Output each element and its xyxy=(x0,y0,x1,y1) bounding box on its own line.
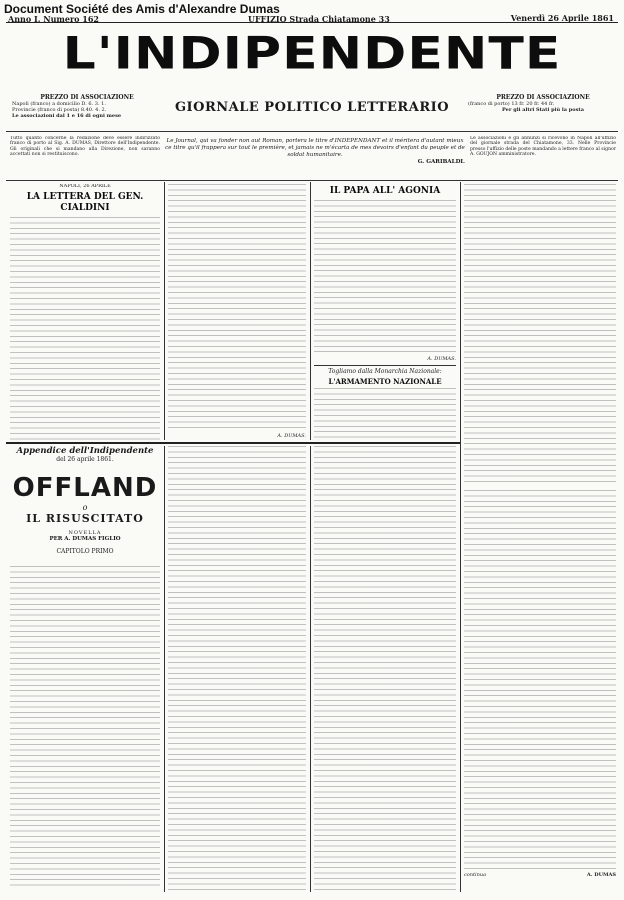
subscription-right xyxy=(468,95,618,113)
appendix-chapter: CAPITOLO PRIMO xyxy=(56,548,114,555)
appendix-date: del 26 aprile 1861. xyxy=(56,456,114,463)
col-divider-4 xyxy=(460,182,461,892)
column-4 xyxy=(464,184,616,484)
appendix-column-2-body xyxy=(168,446,306,890)
subscription-left-title: PREZZO DI ASSOCIAZIONE xyxy=(40,94,134,101)
appendix-column-4 xyxy=(464,490,616,890)
masthead: L'INDIPENDENTE xyxy=(62,28,562,80)
column-1 xyxy=(10,184,160,440)
issue-date: Venerdì 26 Aprile 1861 xyxy=(510,13,614,23)
subscription-left-line2: Provincie (franco di posta) 8.40. 4. 2. xyxy=(12,107,107,113)
subtitle: GIORNALE POLITICO LETTERARIO xyxy=(174,100,450,115)
dateline: NAPOLI, 26 APRILE xyxy=(59,184,111,189)
notice-center xyxy=(165,138,465,166)
appendix-title: OFFLAND xyxy=(12,473,158,503)
subscription-right-line2: Per gli altri Stati più la posta xyxy=(502,107,584,113)
appendix-rule xyxy=(6,442,460,444)
lettera-body xyxy=(10,217,160,440)
issue-number: Anno I. Numero 162 xyxy=(8,14,99,24)
papa-title: IL PAPA ALL' AGONIA xyxy=(329,186,441,196)
lettera-title: LA LETTERA DEL GEN. CIALDINI xyxy=(26,192,144,214)
notice-left: Tutto quanto concerne la redazione deve essere indirizzato franco di porto al Sig. A. DUMAS, Direttore dell'Indipendente. Gli originali che si mandano alla Direzione, non saranno accettati non si restituiscono. xyxy=(10,136,160,158)
subscription-right-title: PREZZO DI ASSOCIAZIONE xyxy=(496,94,590,101)
signature-2: A. DUMAS. xyxy=(427,356,456,362)
appendix-block xyxy=(10,446,160,555)
notice-center-text: Le Journal, qui va fonder non aut Roman, portera le titre d'INDEPENDANT et il méritera d'autant mieux ce titre qu'il frappera sur tout le première, et jamais ne m'écarta de mes devoirs d'enfant du peuple et de soldat humanitaire. xyxy=(165,138,465,158)
appendix-divider-1 xyxy=(164,446,165,892)
appendix-connector: o xyxy=(82,503,88,512)
column-3 xyxy=(314,184,456,440)
papa-body xyxy=(314,200,456,355)
column-2 xyxy=(168,184,306,440)
col-divider-1 xyxy=(164,182,165,440)
watermark: Document Société des Amis d'Alexandre Dumas xyxy=(4,2,280,16)
subscription-left-line3: Le associazioni dal 1 e 16 di ogni mese xyxy=(12,113,122,119)
appendix-column-4-body xyxy=(464,490,616,870)
header-rule xyxy=(6,131,618,132)
appendix-author: PER A. DUMAS FIGLIO xyxy=(49,536,121,542)
subscription-left-line1: Napoli (franco) a domicilio D. 6. 3. 1. xyxy=(12,101,106,107)
armamento-intro: Togliamo dalla Monarchia Nazionale: xyxy=(328,368,442,376)
appendix-subtitle: IL RISUSCITATO xyxy=(26,512,144,525)
subscription-right-line1: (franco di porto) 13 fr. 20 fr. 44 fr. xyxy=(468,101,555,107)
appendix-genre: NOVELLA xyxy=(68,530,102,536)
column-4-body xyxy=(464,184,616,484)
appendix-column-3-body xyxy=(314,446,456,890)
armamento-title: L'ARMAMENTO NAZIONALE xyxy=(328,376,442,386)
appendix-divider-2 xyxy=(310,446,311,892)
appendix-column-2 xyxy=(168,446,306,892)
appendix-column-1-body xyxy=(10,566,160,890)
appendix-column-3 xyxy=(314,446,456,892)
continuation: continua xyxy=(464,872,487,878)
appendix-column-1 xyxy=(10,566,160,892)
col-divider-2 xyxy=(310,182,311,440)
office-address: UFFIZIO Strada Chiatamone 33 xyxy=(248,14,390,24)
top-rule xyxy=(6,22,618,23)
notice-right: Le associazioni e gli annunzi si ricevono in Napoli all'uffizio del giornale strada del Chiatamone, 33. Nelle Provincie presso l'uffizio delle poste mandando a lettere franco al signor A. GOUJON amministratore. xyxy=(470,136,616,158)
signature-1: A. DUMAS. xyxy=(277,433,306,439)
signature-3: A. DUMAS xyxy=(586,872,616,878)
armamento-body xyxy=(314,388,456,438)
appendix-header: Appendice dell'Indipendente xyxy=(16,446,154,456)
notice-center-sign: G. GARIBALDI. xyxy=(417,159,465,165)
column-2-body xyxy=(168,184,306,432)
notice-rule xyxy=(6,180,618,181)
